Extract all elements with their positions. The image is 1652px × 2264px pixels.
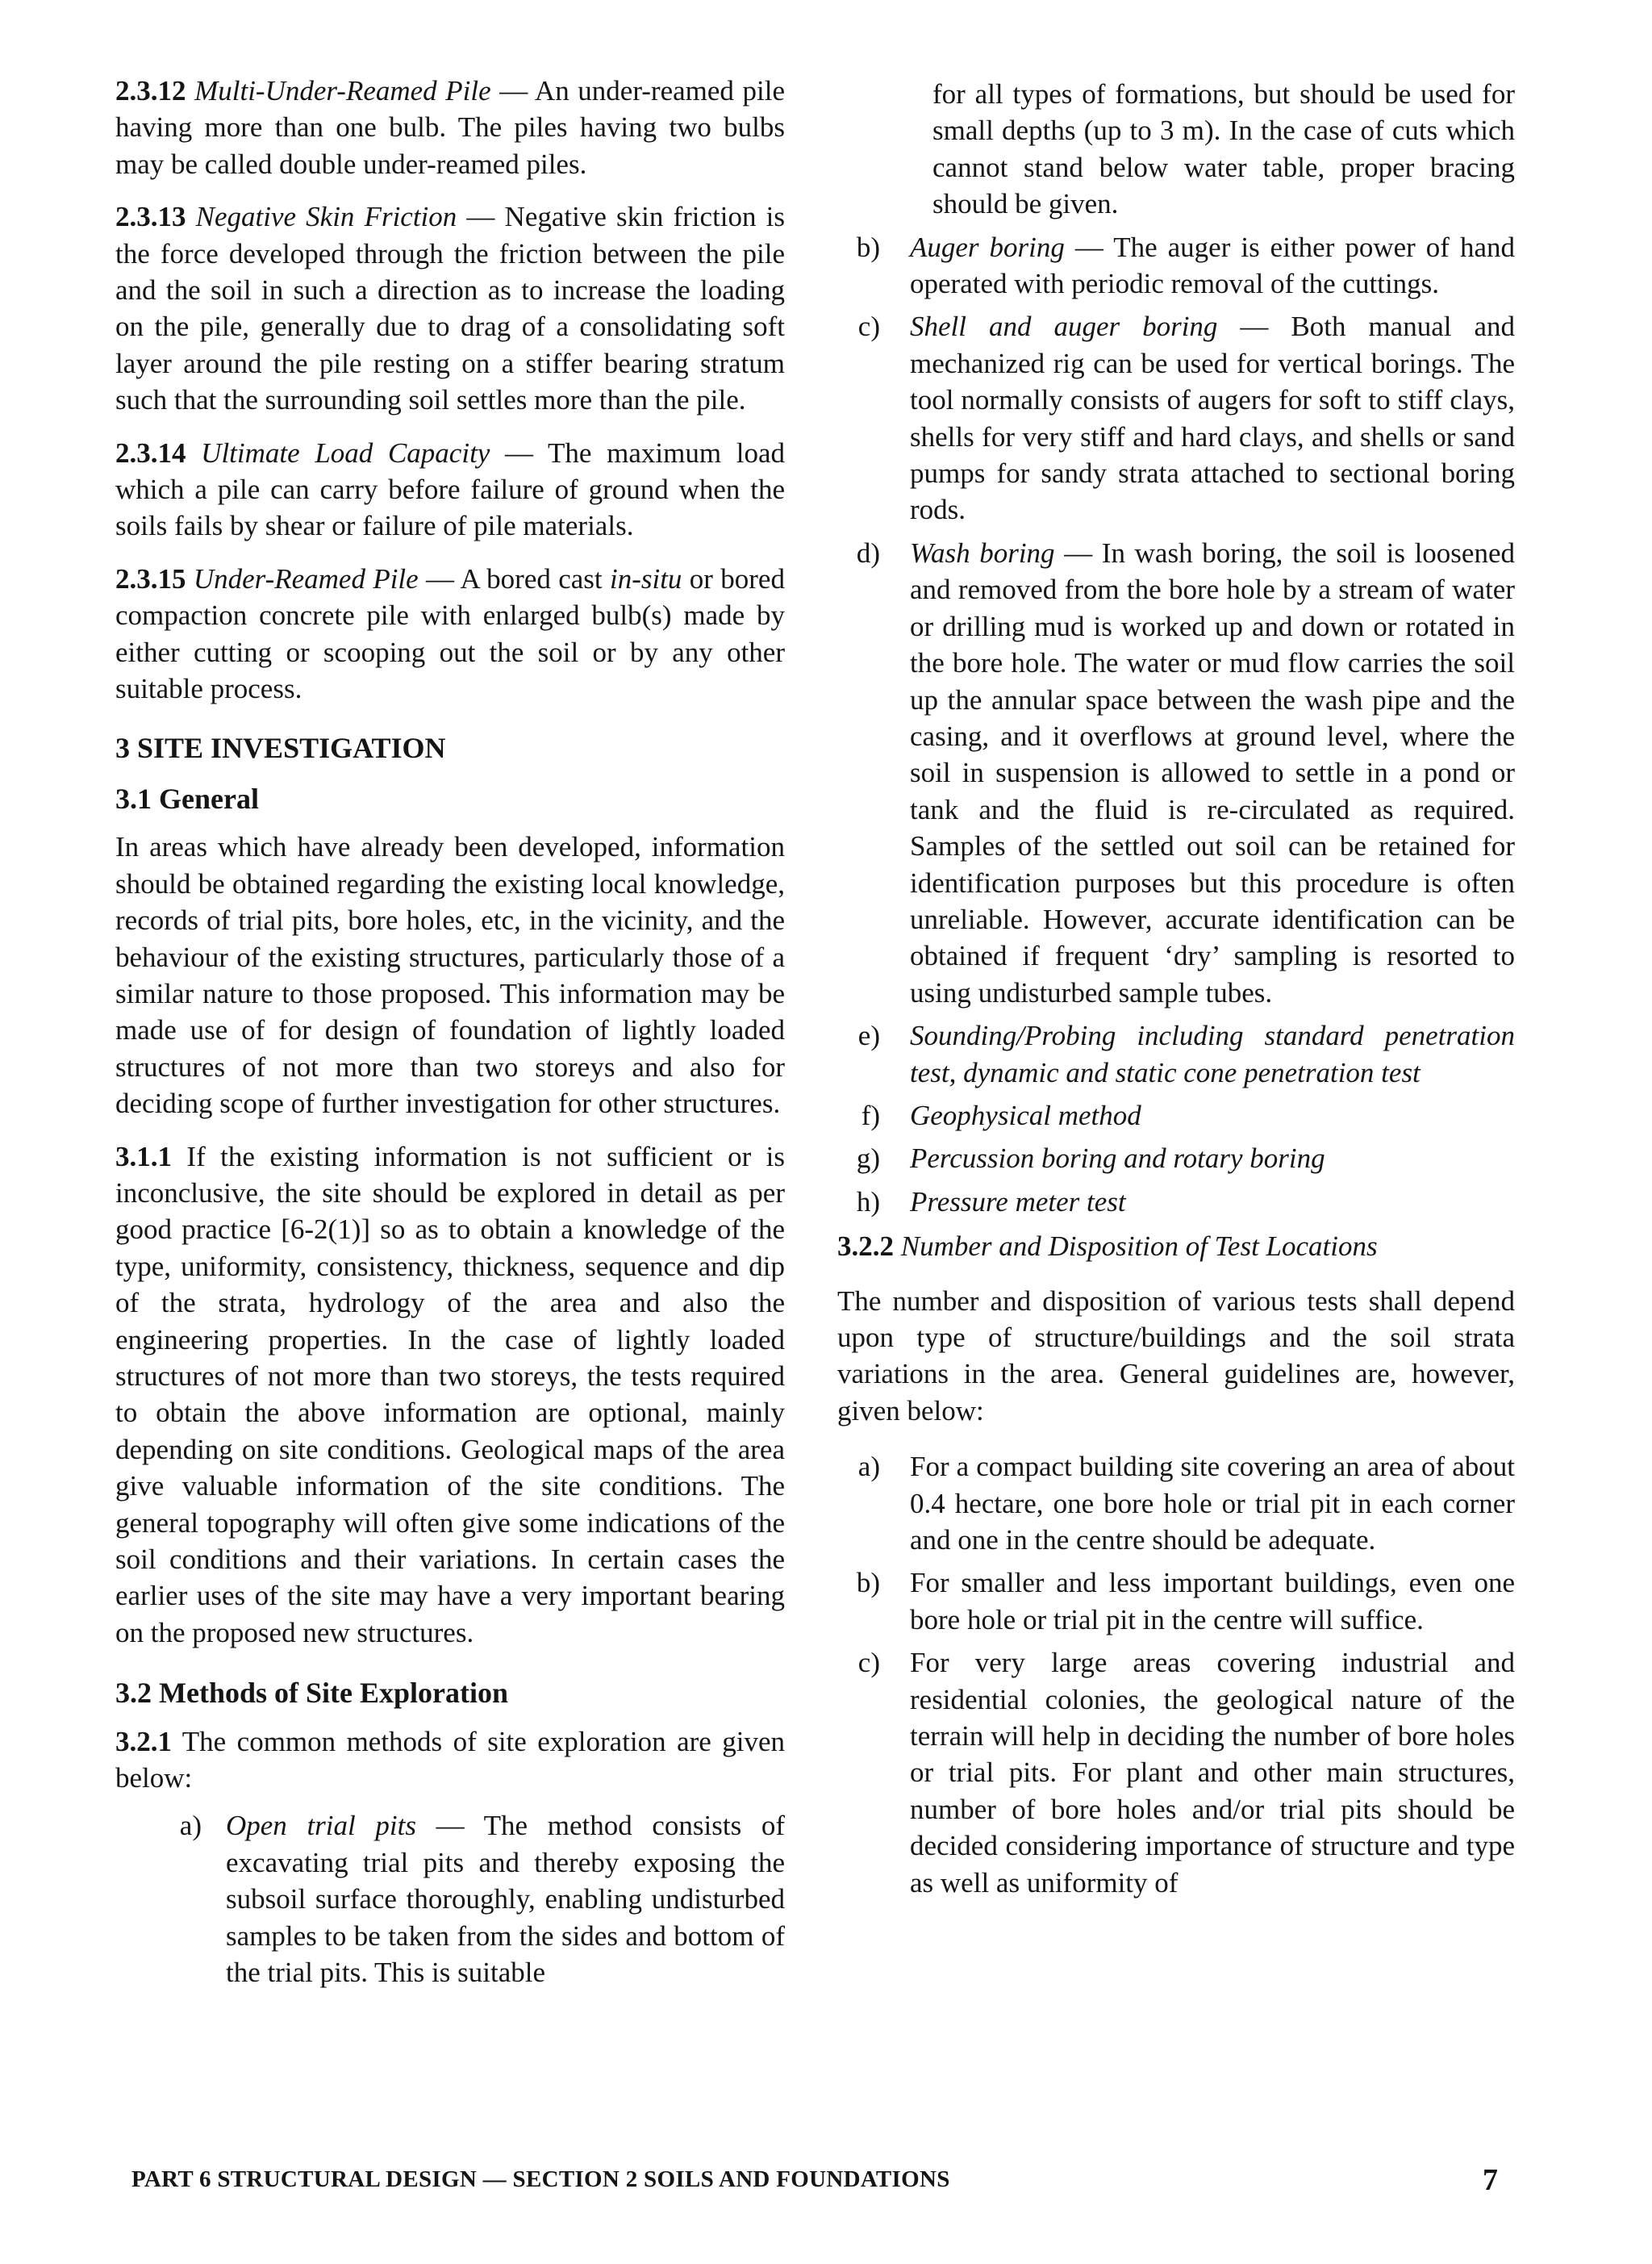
definition-2-3-12 [115, 73, 785, 182]
definition-text: — The maximum load which a pile can carry before failure of ground when the soils fails by shear or failure of pile materials. [115, 437, 785, 542]
list-item-open-trial-pits [115, 1807, 785, 1990]
method-term: Wash boring [910, 537, 1055, 569]
list-item [837, 1017, 1515, 1091]
list-body [910, 229, 1515, 303]
clause-text: If the existing information is not sufficient or is inconclusive, the site should be explored in detail as per good practice [6-2(1)] so as to obtain a knowledge of the type, uniformity, consistency, thickness, sequence and dip of the strata, hydrology of the area and also the engineering properties. In the case of lightly loaded structures of not more than two storeys, the tests required to obtain the above information are optional, mainly depending on site conditions. Geological maps of the area give valuable information of the site conditions. The general topography will often give some indications of the soil conditions and their variations. In certain cases the earlier uses of the site may have a very important bearing on the proposed new structures. [115, 1140, 785, 1648]
list-item [837, 1140, 1515, 1176]
list-item [837, 1564, 1515, 1638]
list-item [837, 1644, 1515, 1901]
method-term: Geophysical method [910, 1099, 1141, 1131]
section-3-2-heading: 3.2 Methods of Site Exploration [115, 1677, 509, 1710]
list-item [837, 1097, 1515, 1134]
list-label: d) [856, 537, 880, 569]
defined-term: Multi-Under-Reamed Pile [194, 75, 491, 107]
open-trial-pits-continued: for all types of formations, but should be used for small depths (up to 3 m). In the case of cuts which cannot stand below water table, proper bracing should be given. [932, 78, 1515, 220]
list-label: b) [856, 1567, 880, 1599]
right-column [837, 76, 1515, 1907]
list-item [837, 229, 1515, 303]
definition-2-3-15 [115, 561, 785, 708]
list-body [226, 1807, 785, 1990]
list-label: b) [856, 231, 880, 263]
list-body [910, 535, 1515, 1011]
list-body [910, 1184, 1515, 1220]
clause-3-2-2-text: The number and disposition of various tests shall depend upon type of structure/buildings and the soil strata variations in the area. General guidelines are, however, given below: [837, 1284, 1515, 1426]
page-number: 7 [1483, 2163, 1498, 2197]
method-term: Percussion boring and rotary boring [910, 1142, 1325, 1175]
clause-text: The common methods of site exploration are given below: [115, 1725, 785, 1794]
definition-text-continued: or bored compaction concrete pile with enlarged bulb(s) made by either cutting or scooping out the soil or by any other suitable process. [115, 562, 785, 705]
section-3-1-heading: 3.1 General [115, 782, 259, 815]
list-body [910, 1097, 1515, 1134]
defined-term: Under-Reamed Pile [193, 562, 419, 595]
left-column [115, 73, 785, 1998]
definition-2-3-14 [115, 435, 785, 545]
list-label: a) [179, 1810, 202, 1842]
definition-2-3-13 [115, 198, 785, 418]
defined-term: Ultimate Load Capacity [201, 437, 490, 469]
method-text: — The method consists of excavating trial pits and thereby exposing the subsoil surface thoroughly, enabling undisturbed samples to be taken from the sides and bottom of the trial pits. This is suitable [226, 1810, 785, 1989]
list-label: f) [861, 1099, 880, 1131]
list-item [837, 1184, 1515, 1220]
method-text: — Both manual and mechanized rig can be used for vertical borings. The tool normally consists of augers for soft to stiff clays, shells for very stiff and hard clays, and shells or sand pumps for sandy strata attached to sectional boring rods. [910, 311, 1515, 526]
clause-3-2-1 [115, 1723, 785, 1797]
clause-number: 2.3.15 [115, 562, 186, 595]
definition-text: — Negative skin friction is the force developed through the friction between the pile and the soil in such a direction as to increase the loading on the pile, generally due to drag of a consolidating soft layer around the pile resting on a stiffer bearing stratum such that the surrounding soil settles more than the pile. [115, 201, 785, 416]
definition-text: — A bored cast [418, 562, 610, 595]
defined-term: Negative Skin Friction [195, 201, 457, 233]
list-body: For a compact building site covering an area of about 0.4 hectare, one bore hole or trial pit in each corner and one in the centre should be adequate. [910, 1451, 1515, 1556]
list-item [837, 535, 1515, 1011]
method-term: Auger boring [910, 231, 1065, 263]
guidelines-list [837, 1448, 1515, 1901]
clause-title: Number and Disposition of Test Locations [900, 1230, 1378, 1263]
clause-3-2-2 [837, 1228, 1515, 1264]
list-label: e) [857, 1020, 880, 1052]
clause-3-1-1 [115, 1138, 785, 1652]
list-label: c) [857, 1647, 880, 1679]
method-term: Sounding/Probing including standard penetration test, dynamic and static cone penetration test [910, 1020, 1515, 1088]
list-body [910, 308, 1515, 528]
method-term: Shell and auger boring [910, 311, 1218, 343]
clause-number: 2.3.14 [115, 437, 186, 469]
page-footer: PART 6 STRUCTURAL DESIGN — SECTION 2 SOILS AND FOUNDATIONS [131, 2166, 950, 2192]
clause-number: 2.3.13 [115, 201, 186, 233]
method-term: Pressure meter test [910, 1185, 1126, 1218]
method-text: — In wash boring, the soil is loosened and removed from the bore hole by a stream of water or drilling mud is worked up and down or rotated in the bore hole. The water or mud flow carries the soil up the annular space between the wash pipe and the casing, and it overflows at ground level, where the soil in suspension is allowed to settle in a pond or tank and the fluid is re-circulated as required. Samples of the settled out soil can be retained for identification purposes but this procedure is often unreliable. However, accurate identification can be obtained if frequent ‘dry’ sampling is resorted to using undisturbed sample tubes. [910, 537, 1515, 1009]
list-item [837, 1448, 1515, 1558]
methods-list [837, 229, 1515, 1221]
section-3-heading: 3 SITE INVESTIGATION [115, 731, 446, 764]
list-label: c) [857, 311, 880, 343]
list-body [910, 1017, 1515, 1091]
list-body: For smaller and less important buildings, even one bore hole or trial pit in the centre will suffice. [910, 1567, 1515, 1635]
list-label: a) [857, 1451, 880, 1483]
clause-number: 2.3.12 [115, 75, 186, 107]
method-text: — The auger is either power of hand operated with periodic removal of the cuttings. [910, 231, 1515, 300]
clause-number: 3.1.1 [115, 1140, 172, 1172]
in-situ-term: in-situ [609, 562, 682, 595]
method-term: Open trial pits [226, 1810, 416, 1842]
clause-number: 3.2.1 [115, 1725, 172, 1757]
section-3-1-text: In areas which have already been developed, information should be obtained regarding the existing local knowledge, records of trial pits, bore holes, etc, in the vicinity, and the behaviour of the existing structures, particularly those of a similar nature to those proposed. This information may be made use of for design of foundation of lightly loaded structures of not more than two storeys and also for deciding scope of further investigation for other structures. [115, 831, 785, 1120]
list-label: h) [856, 1185, 880, 1218]
list-body: For very large areas covering industrial and residential colonies, the geological nature of the terrain will help in deciding the number of bore holes or trial pits. For plant and other main structures, number of bore holes and/or trial pits should be decided considering importance of structure and type as well as uniformity of [910, 1647, 1515, 1899]
list-item [837, 308, 1515, 528]
definition-text: — An under-reamed pile having more than one bulb. The piles having two bulbs may be called double under-reamed piles. [115, 75, 785, 180]
list-label: g) [856, 1142, 880, 1175]
list-body [910, 1140, 1515, 1176]
clause-number: 3.2.2 [837, 1230, 894, 1263]
